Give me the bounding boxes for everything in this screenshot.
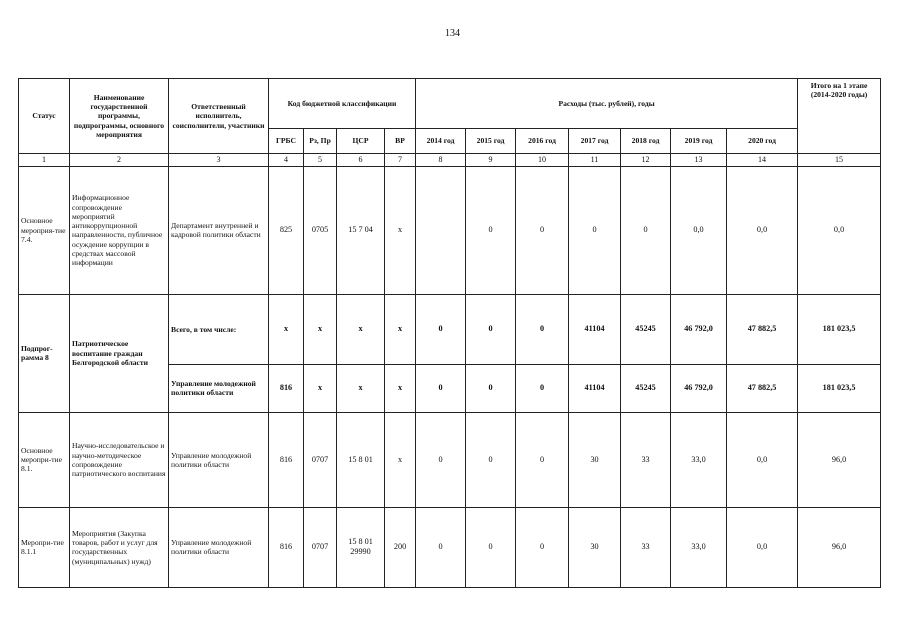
column-index: 2 xyxy=(70,154,169,167)
table-row xyxy=(19,166,881,294)
row-csr: 15 7 04 xyxy=(337,166,385,294)
row-responsible: Управление молодежной политики области xyxy=(169,364,269,412)
header-responsible: Ответственный исполнитель, соисполнители, участники xyxy=(169,79,269,154)
row-2018: 33 xyxy=(621,507,671,587)
row-2015: 0 xyxy=(466,507,516,587)
row-2019: 33,0 xyxy=(671,412,727,507)
row-2020: 0,0 xyxy=(727,507,798,587)
table-row xyxy=(19,412,881,507)
row-rzpr: 0705 xyxy=(304,166,337,294)
row-total: 96,0 xyxy=(798,507,881,587)
header-2020: 2020 год xyxy=(727,129,798,154)
header-2015: 2015 год xyxy=(466,129,516,154)
row-rzpr: 0707 xyxy=(304,507,337,587)
row-responsible: Всего, в том числе: xyxy=(169,294,269,364)
row-2016: 0 xyxy=(516,507,569,587)
column-index: 4 xyxy=(269,154,304,167)
row-csr: х xyxy=(337,364,385,412)
row-2014: 0 xyxy=(416,412,466,507)
row-2017: 41104 xyxy=(569,294,621,364)
row-status: Основное меропри-тие 8.1. xyxy=(19,412,70,507)
row-2017: 30 xyxy=(569,507,621,587)
row-2020: 47 882,5 xyxy=(727,364,798,412)
header-rzpr: Рз, Пр xyxy=(304,129,337,154)
row-vr: х xyxy=(385,166,416,294)
header-budget-code: Код бюджетной классификации xyxy=(269,79,416,129)
row-name: Патриотическое воспитание граждан Белгородской области xyxy=(70,294,169,412)
header-row-top xyxy=(19,79,881,129)
row-total: 181 023,5 xyxy=(798,294,881,364)
row-rzpr: х xyxy=(304,364,337,412)
column-index: 3 xyxy=(169,154,269,167)
row-2016: 0 xyxy=(516,294,569,364)
header-2014: 2014 год xyxy=(416,129,466,154)
row-csr: 15 8 01 xyxy=(337,412,385,507)
row-grbs: 816 xyxy=(269,412,304,507)
column-index: 1 xyxy=(19,154,70,167)
column-index: 9 xyxy=(466,154,516,167)
row-2015: 0 xyxy=(466,166,516,294)
row-2017: 41104 xyxy=(569,364,621,412)
row-grbs: 816 xyxy=(269,364,304,412)
row-responsible: Департамент внутренней и кадровой политики области xyxy=(169,166,269,294)
row-2017: 30 xyxy=(569,412,621,507)
row-2014: 0 xyxy=(416,294,466,364)
header-2016: 2016 год xyxy=(516,129,569,154)
table-row xyxy=(19,507,881,587)
row-2019: 46 792,0 xyxy=(671,364,727,412)
row-2020: 47 882,5 xyxy=(727,294,798,364)
row-status: Основное мероприя-тие 7.4. xyxy=(19,166,70,294)
column-index: 10 xyxy=(516,154,569,167)
row-grbs: 816 xyxy=(269,507,304,587)
header-vr: ВР xyxy=(385,129,416,154)
row-2020: 0,0 xyxy=(727,412,798,507)
column-index: 14 xyxy=(727,154,798,167)
row-vr: 200 xyxy=(385,507,416,587)
row-total: 96,0 xyxy=(798,412,881,507)
row-total: 181 023,5 xyxy=(798,364,881,412)
row-2018: 0 xyxy=(621,166,671,294)
row-2018: 45245 xyxy=(621,294,671,364)
header-total: Итого на 1 этапе (2014-2020 годы) xyxy=(798,79,881,154)
row-responsible: Управление молодежной политики области xyxy=(169,507,269,587)
row-2015: 0 xyxy=(466,294,516,364)
row-2017: 0 xyxy=(569,166,621,294)
row-total: 0,0 xyxy=(798,166,881,294)
page-number: 134 xyxy=(445,28,460,39)
header-grbs: ГРБС xyxy=(269,129,304,154)
row-2018: 33 xyxy=(621,412,671,507)
row-2014: 0 xyxy=(416,507,466,587)
row-vr: х xyxy=(385,364,416,412)
row-2018: 45245 xyxy=(621,364,671,412)
row-name: Мероприятия (Закупка товаров, работ и услуг для государственных (муниципальных) нужд) xyxy=(70,507,169,587)
table-row xyxy=(19,294,881,364)
row-rzpr: х xyxy=(304,294,337,364)
row-2019: 46 792,0 xyxy=(671,294,727,364)
row-vr: х xyxy=(385,294,416,364)
row-2016: 0 xyxy=(516,412,569,507)
row-2020: 0,0 xyxy=(727,166,798,294)
column-index: 13 xyxy=(671,154,727,167)
column-index: 5 xyxy=(304,154,337,167)
row-2016: 0 xyxy=(516,166,569,294)
column-index: 7 xyxy=(385,154,416,167)
row-status: Подпрог-рамма 8 xyxy=(19,294,70,412)
row-name: Научно-исследовательское и научно-методическое сопровождение патриотического воспитания xyxy=(70,412,169,507)
row-2016: 0 xyxy=(516,364,569,412)
column-index: 8 xyxy=(416,154,466,167)
row-2015: 0 xyxy=(466,364,516,412)
row-status: Меропри-тие 8.1.1 xyxy=(19,507,70,587)
column-index: 11 xyxy=(569,154,621,167)
row-csr: 15 8 01 29990 xyxy=(337,507,385,587)
row-2019: 0,0 xyxy=(671,166,727,294)
column-index: 15 xyxy=(798,154,881,167)
header-name: Наименование государственной программы, подпрограммы, основного мероприятия xyxy=(70,79,169,154)
column-index: 6 xyxy=(337,154,385,167)
header-2019: 2019 год xyxy=(671,129,727,154)
row-2014: 0 xyxy=(416,364,466,412)
row-2014 xyxy=(416,166,466,294)
row-csr: х xyxy=(337,294,385,364)
row-name: Информационное сопровождение мероприятий антикоррупционной направленности, публичное осуждение коррупции в средствах массовой информации xyxy=(70,166,169,294)
header-status: Статус xyxy=(19,79,70,154)
row-grbs: 825 xyxy=(269,166,304,294)
budget-table xyxy=(18,78,881,588)
header-2017: 2017 год xyxy=(569,129,621,154)
row-responsible: Управление молодежной политики области xyxy=(169,412,269,507)
header-2018: 2018 год xyxy=(621,129,671,154)
column-index-row xyxy=(19,154,881,167)
row-vr: х xyxy=(385,412,416,507)
header-csr: ЦСР xyxy=(337,129,385,154)
row-2015: 0 xyxy=(466,412,516,507)
column-index: 12 xyxy=(621,154,671,167)
header-expenses: Расходы (тыс. рублей), годы xyxy=(416,79,798,129)
row-rzpr: 0707 xyxy=(304,412,337,507)
row-2019: 33,0 xyxy=(671,507,727,587)
row-grbs: х xyxy=(269,294,304,364)
